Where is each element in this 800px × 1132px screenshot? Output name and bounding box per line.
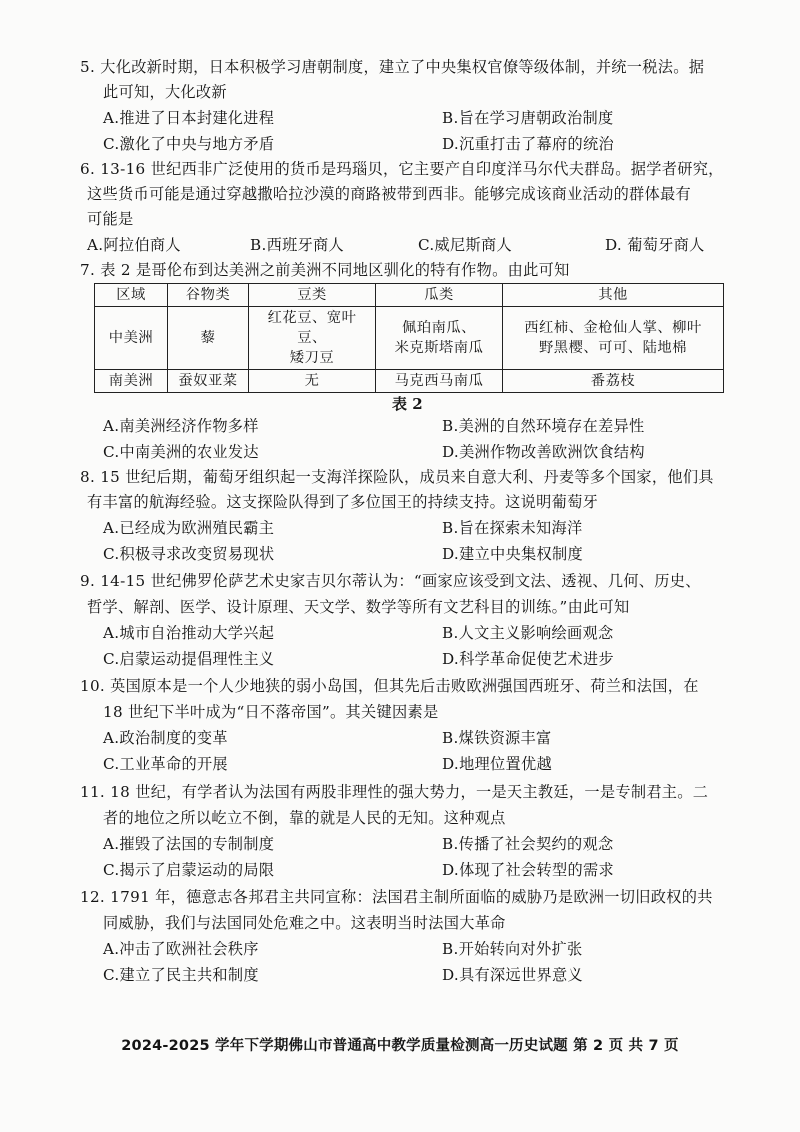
question-stem: 11. 18 世纪，有学者认为法国有两股非理性的强大势力，一是天主教廷，一是专制君主。二 [80,783,709,801]
option-d: D.建立中央集权制度 [442,545,583,563]
option-a: A.城市自治推动大学兴起 [103,624,275,642]
option-b: B.开始转向对外扩张 [442,940,583,958]
option-d: D.地理位置优越 [442,755,552,773]
table-row [95,370,724,393]
question-stem: 这些货币可能是通过穿越撒哈拉沙漠的商路被带到西非。能够完成该商业活动的群体最有 [87,185,692,203]
option-a: A.摧毁了法国的专制制度 [103,835,275,853]
table-cell: 番荔枝 [503,370,724,393]
question-stem: 同威胁，我们与法国同处危难之中。这表明当时法国大革命 [103,914,506,932]
option-b: B.旨在探索未知海洋 [442,519,583,537]
table-header: 谷物类 [168,284,249,307]
question-stem: 者的地位之所以屹立不倒，靠的就是人民的无知。这种观点 [103,809,506,827]
question-stem: 9. 14-15 世纪佛罗伦萨艺术史家吉贝尔蒂认为：“画家应该受到文法、透视、几何、历史、 [80,572,701,590]
question-stem: 8. 15 世纪后期，葡萄牙组织起一支海洋探险队，成员来自意大利、丹麦等多个国家，他们具 [80,468,714,486]
question-stem: 6. 13-16 世纪西非广泛使用的货币是玛瑙贝，它主要产自印度洋马尔代夫群岛。据学者研究， [80,160,724,178]
question-stem: 哲学、解剖、医学、设计原理、天文学、数学等所有文艺科目的训练。”由此可知 [87,598,630,616]
question-stem: 5. 大化改新时期，日本积极学习唐朝制度，建立了中央集权官僚等级体制，并统一税法。据 [80,58,705,76]
option-c: C.工业革命的开展 [103,755,228,773]
option-c: C.激化了中央与地方矛盾 [103,135,275,153]
question-stem: 此可知，大化改新 [103,83,227,101]
option-b: B.旨在学习唐朝政治制度 [442,109,614,127]
table-cell: 南美洲 [95,370,168,393]
option-a: A.南美洲经济作物多样 [103,417,259,435]
option-c: C.建立了民主共和制度 [103,966,259,984]
option-d: D. 葡萄牙商人 [605,236,705,254]
option-b: B.传播了社会契约的观念 [442,835,614,853]
option-c: C.中南美洲的农业发达 [103,443,259,461]
table-caption: 表 2 [392,395,423,413]
table-cell: 蚕奴亚菜 [168,370,249,393]
option-c: C.启蒙运动提倡理性主义 [103,650,275,668]
table-header: 瓜类 [376,284,503,307]
question-stem: 18 世纪下半叶成为“日不落帝国”。其关键因素是 [103,703,439,721]
table-cell: 西红柿、金枪仙人掌、柳叶 野黑樱、可可、陆地棉 [503,307,724,370]
question-stem: 10. 英国原本是一个人少地狭的弱小岛国，但其先后击败欧洲强国西班牙、荷兰和法国，在 [80,677,699,695]
table-header-row [95,284,724,307]
option-d: D.具有深远世界意义 [442,966,583,984]
table-header: 豆类 [249,284,376,307]
option-b: B.美洲的自然环境存在差异性 [442,417,645,435]
option-a: A.推进了日本封建化进程 [103,109,275,127]
option-b: B.人文主义影响绘画观念 [442,624,614,642]
option-d: D.美洲作物改善欧洲饮食结构 [442,443,645,461]
table-cell: 佩珀南瓜、 米克斯塔南瓜 [376,307,503,370]
option-d: D.沉重打击了幕府的统治 [442,135,614,153]
option-b: B.煤铁资源丰富 [442,729,552,747]
table-header: 其他 [503,284,724,307]
table-cell: 中美洲 [95,307,168,370]
option-a: A.冲击了欧洲社会秩序 [103,940,259,958]
option-c: C.揭示了启蒙运动的局限 [103,861,275,879]
page-footer: 2024-2025 学年下学期佛山市普通高中教学质量检测高一历史试题 第 2 页 共 7 页 [121,1038,679,1054]
table-header: 区域 [95,284,168,307]
option-c: C.威尼斯商人 [418,236,512,254]
question-stem: 可能是 [87,210,134,228]
crops-table [94,283,724,393]
option-a: A.已经成为欧洲殖民霸主 [103,519,275,537]
option-b: B.西班牙商人 [250,236,345,254]
table-cell: 无 [249,370,376,393]
table-cell: 红花豆、宽叶豆、 矮刀豆 [249,307,376,370]
table-row [95,307,724,370]
option-a: A.阿拉伯商人 [87,236,181,254]
table-cell: 藜 [168,307,249,370]
question-stem: 7. 表 2 是哥伦布到达美洲之前美洲不同地区驯化的特有作物。由此可知 [80,261,570,279]
option-d: D.体现了社会转型的需求 [442,861,614,879]
question-stem: 有丰富的航海经验。这支探险队得到了多位国王的持续支持。这说明葡萄牙 [87,493,599,511]
table-cell: 马克西马南瓜 [376,370,503,393]
question-stem: 12. 1791 年，德意志各邦君主共同宣称：法国君主制所面临的威胁乃是欧洲一切旧政权的共 [80,888,713,906]
option-d: D.科学革命促使艺术进步 [442,650,614,668]
option-a: A.政治制度的变革 [103,729,228,747]
option-c: C.积极寻求改变贸易现状 [103,545,275,563]
